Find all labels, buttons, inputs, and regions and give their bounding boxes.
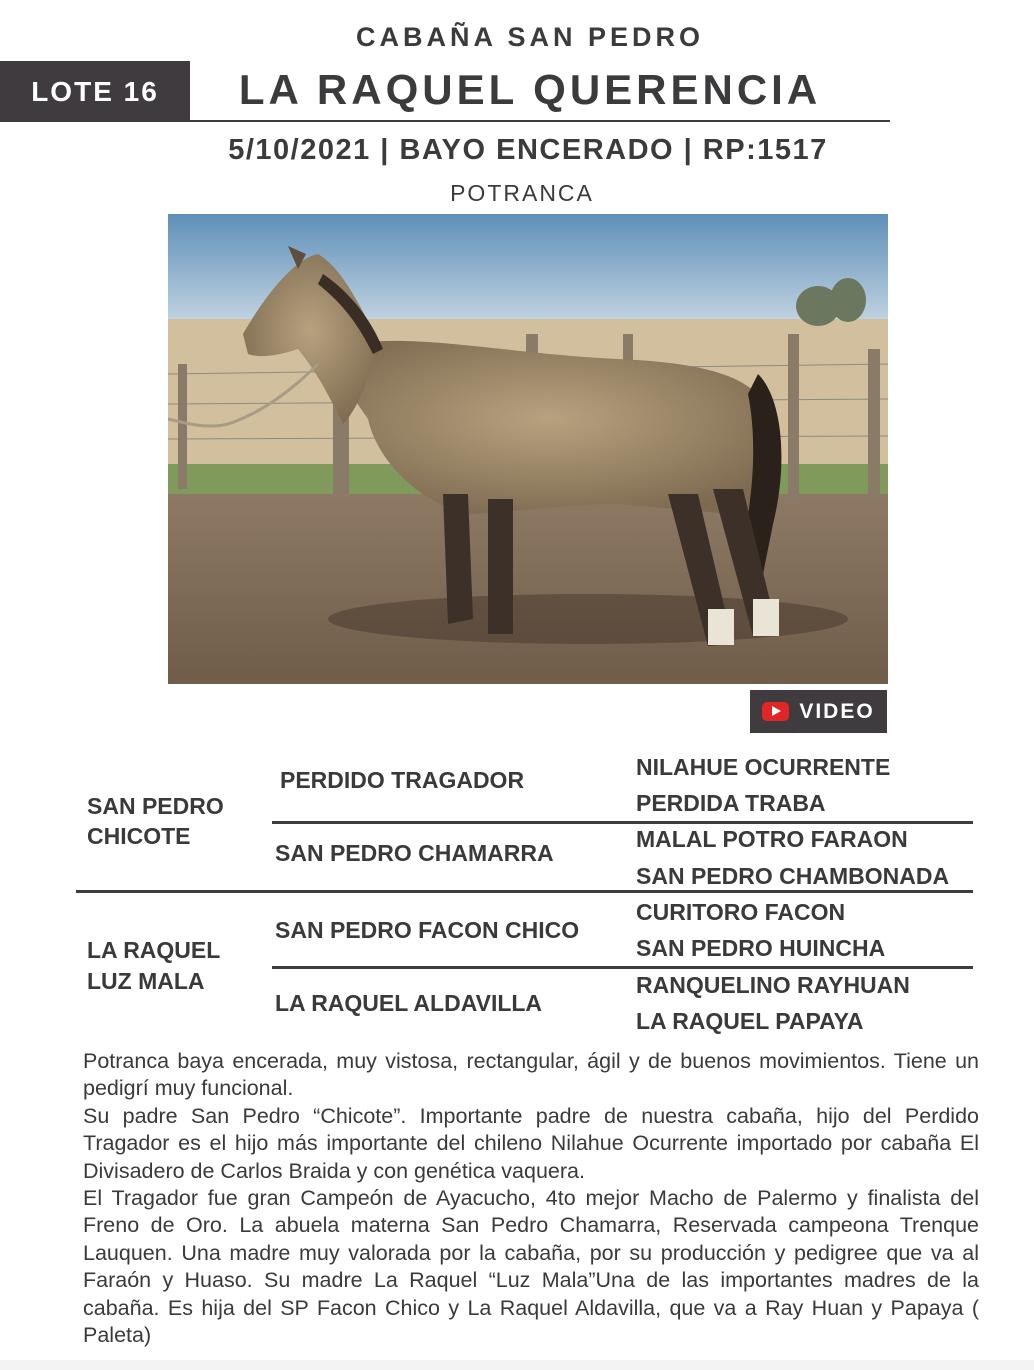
pedigree-divider-main <box>76 890 973 893</box>
page-bottom-band <box>0 1360 1034 1370</box>
pedigree-dam-sire-sire: CURITORO FACON <box>636 899 846 925</box>
pedigree-divider <box>272 966 973 969</box>
pedigree-sire-sire-dam: PERDIDA TRABA <box>636 790 826 816</box>
play-icon <box>762 702 789 721</box>
description-paragraph: Su padre San Pedro “Chicote”. Importante padre de nuestra cabaña, hijo del Perdido Tragador es el hijo más importante del chileno Nilahue Ocurrente importado por cabaña El Divisadero de Carlos Braida y con genética vaquera. <box>83 1103 979 1183</box>
pedigree-dam-line-1: LA RAQUEL <box>87 937 221 963</box>
pedigree-dam-dam-dam: LA RAQUEL PAPAYA <box>636 1008 864 1034</box>
pedigree-dam-line-2: LUZ MALA <box>87 968 205 994</box>
pedigree-dam-dam: LA RAQUEL ALDAVILLA <box>275 990 543 1016</box>
horse-photo <box>168 214 888 684</box>
horse-details: 5/10/2021 | BAYO ENCERADO | RP:1517 <box>228 134 828 166</box>
farm-name: CABAÑA SAN PEDRO <box>355 22 704 52</box>
video-button-label: VIDEO <box>799 699 875 723</box>
pedigree-sire-sire-sire: NILAHUE OCURRENTE <box>636 754 891 780</box>
title-underline <box>190 120 890 122</box>
description-paragraph: Potranca baya encerada, muy vistosa, rectangular, ágil y de buenos movimientos. Tiene un pedigrí muy funcional. <box>83 1049 979 1101</box>
lot-badge: LOTE 16 <box>0 61 190 122</box>
pedigree-sire-sire: PERDIDO TRAGADOR <box>280 767 525 793</box>
video-button[interactable] <box>750 690 887 733</box>
pedigree-sire-line-1: SAN PEDRO <box>87 793 224 819</box>
pedigree-sire-dam-sire: MALAL POTRO FARAON <box>636 826 908 852</box>
pedigree-dam-dam-sire: RANQUELINO RAYHUAN <box>636 972 910 998</box>
description <box>83 1048 979 1349</box>
horse-category: POTRANCA <box>450 180 594 206</box>
pedigree-dam-sire: SAN PEDRO FACON CHICO <box>275 917 580 943</box>
pedigree-dam-sire-dam: SAN PEDRO HUINCHA <box>636 935 886 961</box>
pedigree-sire-line-2: CHICOTE <box>87 823 191 849</box>
pedigree-sire-dam: SAN PEDRO CHAMARRA <box>275 840 554 866</box>
horse-name: LA RAQUEL QUERENCIA <box>238 66 822 113</box>
description-paragraph: El Tragador fue gran Campeón de Ayacucho, 4to mejor Macho de Palermo y finalista del Freno de Oro. La abuela materna San Pedro Chamarra, Reservada campeona Trenque Lauquen. Una madre muy valorada por la cabaña, por su producción y pedigree que va al Faraón y Huaso. Su madre La Raquel “Luz Mala”Una de las importantes madres de la cabaña. Es hija del SP Facon Chico y La Raquel Aldavilla, que va a Ray Huan y Papaya ( Paleta) <box>83 1186 979 1348</box>
pedigree-sire-dam-dam: SAN PEDRO CHAMBONADA <box>636 863 950 889</box>
